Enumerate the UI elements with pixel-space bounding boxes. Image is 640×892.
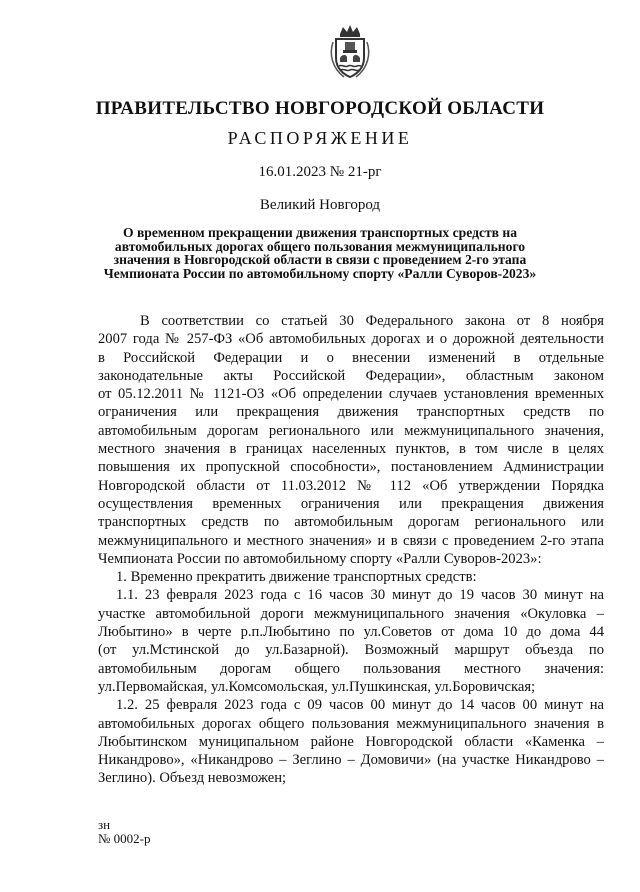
footer-notes bbox=[98, 818, 150, 846]
document-type: РАСПОРЯЖЕНИЕ bbox=[227, 128, 413, 148]
title-line: Чемпионата России по автомобильному спорту «Ралли Суворов-2023» bbox=[103, 265, 537, 281]
body-line: В соответствии со статьей 30 Федерального закона от 8 ноября bbox=[140, 313, 604, 329]
body-line: Любытинском муниципальном районе Новгородской области «Каменка – bbox=[98, 733, 604, 750]
body-line: 1.1. 23 февраля 2023 года с 16 часов 30 минут до 19 часов 30 минут на bbox=[116, 587, 604, 604]
executor-initials: зн bbox=[98, 817, 111, 832]
body-line: Чемпионата России по автомобильному спорту «Ралли Суворов-2023»: bbox=[98, 550, 542, 567]
body-line: Зеглино). Объезд невозможен; bbox=[98, 770, 287, 787]
body-line: осуществления временных ограничения или прекращения движения bbox=[98, 495, 604, 512]
body-line: законодательные акты Российской Федерации», областным законом bbox=[98, 367, 604, 384]
body-line: автомобильным дорогам регионального или межмуниципального значения, bbox=[98, 422, 604, 439]
title-line: значения в Новгородской области в связи с проведением 2-го этапа bbox=[113, 252, 527, 268]
body-line: Новгородской области от 11.03.2012 № 112 «Об утверждении Порядка bbox=[98, 477, 604, 494]
body-line: межмуниципального и местного значения» и в связи с проведением 2-го этапа bbox=[98, 532, 604, 549]
city: Великий Новгород bbox=[259, 197, 381, 213]
body-line: Любытино» в черте р.п.Любытино по ул.Советов от дома 10 до дома 44 bbox=[98, 624, 604, 641]
body-line: автомобильных дорогах общего пользования межмуниципального значения в bbox=[98, 715, 604, 732]
document-body bbox=[98, 312, 604, 788]
body-line: от 05.12.2011 № 1121-ОЗ «Об определении случаев установления временных bbox=[98, 386, 604, 403]
document-title bbox=[0, 226, 640, 280]
body-line: участке автомобильной дороги межмуниципального значения «Окуловка – bbox=[98, 605, 604, 622]
body-line: в Российской Федерации и о внесении изменений в отдельные bbox=[98, 349, 604, 366]
date-and-number: 16.01.2023 № 21-рг bbox=[258, 164, 382, 180]
body-line: ограничения или прекращения движения транспортных средств по bbox=[98, 404, 604, 421]
organization-name: ПРАВИТЕЛЬСТВО НОВГОРОДСКОЙ ОБЛАСТИ bbox=[95, 98, 545, 119]
title-line: автомобильных дорогах общего пользования межмуниципального bbox=[114, 238, 526, 254]
novgorod-coat-of-arms-icon bbox=[326, 24, 374, 80]
body-line: 1. Временно прекратить движение транспортных средств: bbox=[116, 569, 477, 586]
body-line: ул.Первомайская, ул.Комсомольская, ул.Пушкинская, ул.Боровичская; bbox=[98, 678, 536, 695]
body-line: (от ул.Мстинской до ул.Базарной). Возможный маршрут объезда по bbox=[98, 642, 604, 659]
body-line: Никандрово», «Никандрово – Зеглино – Домовичи» (на участке Никандрово – bbox=[98, 752, 604, 769]
body-line: 1.2. 25 февраля 2023 года с 09 часов 00 минут до 14 часов 00 минут на bbox=[116, 697, 604, 714]
body-line: автомобильным дорогам общего пользования местного значения: bbox=[98, 660, 604, 677]
body-line: 2007 года № 257-ФЗ «Об автомобильных дорогах и о дорожной деятельности bbox=[98, 331, 604, 348]
body-line: транспортных средств по автомобильным дорогам регионального или bbox=[98, 514, 604, 531]
title-line: О временном прекращении движения транспортных средств на bbox=[122, 225, 518, 240]
form-number: № 0002-р bbox=[98, 831, 151, 846]
body-line: повышения их пропускной способности», постановлением Администрации bbox=[98, 459, 604, 476]
body-line: местного значения в границах населенных пунктов, в том числе в целях bbox=[98, 441, 604, 458]
